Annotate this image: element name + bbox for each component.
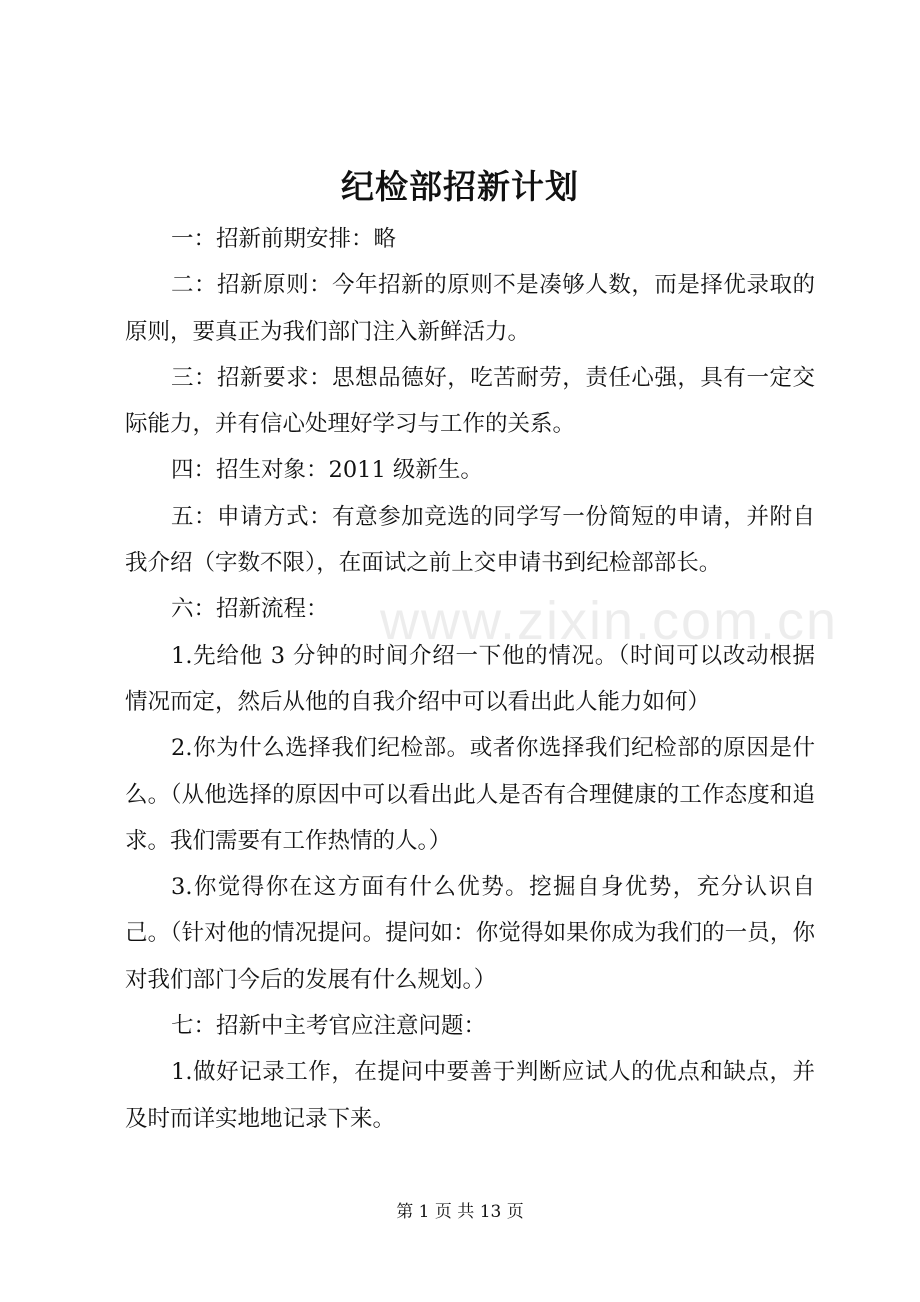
paragraph-process-step-2: 2.你为什么选择我们纪检部。或者你选择我们纪检部的原因是什么。（从他选择的原因中可以看出此人是否有合理健康的工作态度和追求。我们需要有工作热情的人。） <box>125 735 815 854</box>
paragraph-requirements: 三：招新要求：思想品德好，吃苦耐劳，责任心强，具有一定交际能力，并有信心处理好学习与工作的关系。 <box>125 364 815 438</box>
document-title: 纪检部招新计划 <box>341 167 579 206</box>
watermark: www.zixin.com.cn <box>380 591 839 651</box>
paragraph-process-step-3: 3.你觉得你在这方面有什么优势。挖掘自身优势，充分认识自己。（针对他的情况提问。提问如：你觉得如果你成为我们的一员，你对我们部门今后的发展有什么规划。） <box>125 874 815 993</box>
paragraph-principle: 二：招新原则：今年招新的原则不是凑够人数，而是择优录取的原则，要真正为我们部门注入新鲜活力。 <box>125 272 815 345</box>
page-footer: 第 1 页 共 13 页 <box>396 1202 524 1222</box>
document-body <box>125 216 815 1142</box>
paragraph-target: 四：招生对象：2011 级新生。 <box>171 457 483 484</box>
paragraph-examiner-heading: 七：招新中主考官应注意问题： <box>171 1013 487 1040</box>
paragraph-schedule: 一：招新前期安排：略 <box>171 226 397 252</box>
paragraph-application: 五：申请方式：有意参加竞选的同学写一份简短的申请，并附自我介绍（字数不限），在面试之前上交申请书到纪检部部长。 <box>125 503 815 577</box>
paragraph-process-heading: 六：招新流程： <box>171 596 329 623</box>
paragraph-examiner-note-1: 1.做好记录工作，在提问中要善于判断应试人的优点和缺点，并及时而详实地地记录下来。 <box>125 1059 815 1132</box>
paragraph-process-step-1: 1.先给他 3 分钟的时间介绍一下他的情况。（时间可以改动根据情况而定，然后从他的自我介绍中可以看出此人能力如何） <box>125 642 815 715</box>
